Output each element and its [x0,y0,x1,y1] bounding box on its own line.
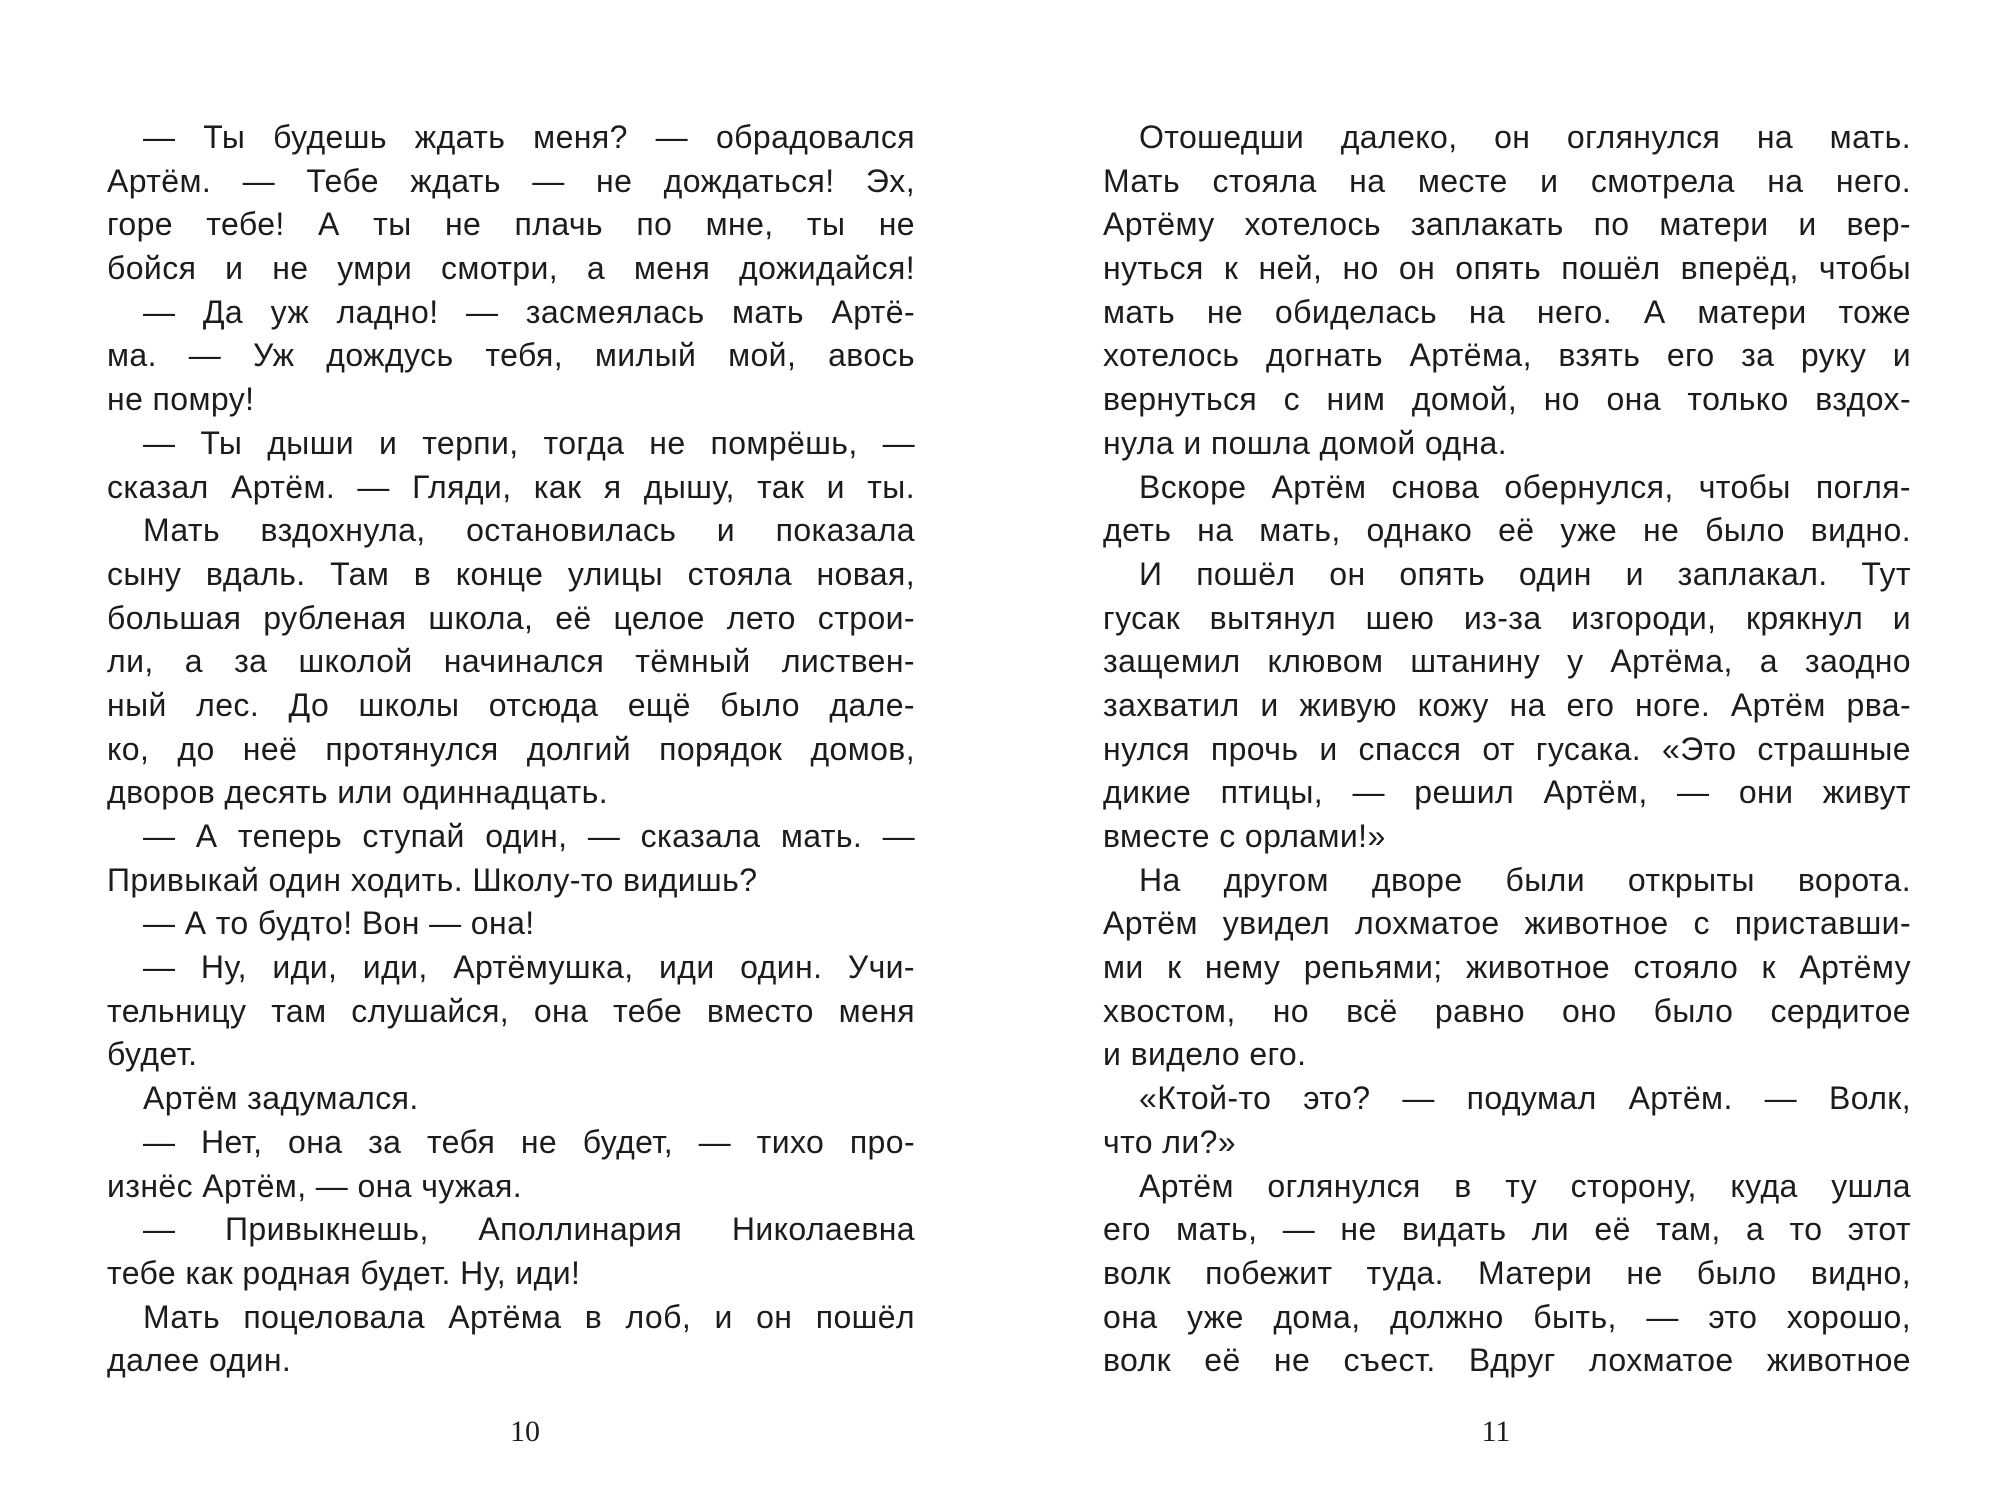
text-line: — Нет, она за тебя не будет, — тихо про- [143,1123,915,1160]
text-line: Мать вздохнула, остановилась и показала [143,512,915,549]
text-line: вместе с орлами!» [1103,818,1386,854]
text-line: — Ну, иди, иди, Артёмушка, иди один. Учи- [143,949,915,986]
text-line: дикие птицы, — решил Артём, — они живут [1103,774,1911,811]
text-line: хотелось догнать Артёма, взять его за руку и [1103,337,1911,374]
text-line: Артём задумался. [143,1080,419,1117]
text-line: — А то будто! Вон — она! [143,905,535,942]
text-line: волк её не съест. Вдруг лохматое животное [1103,1342,1911,1379]
text-line: — Ты дыши и терпи, тогда не помрёшь, — [143,424,915,461]
text-line: не помру! [107,381,255,418]
right-page-number: 11 [1481,1415,1511,1448]
text-line: ма. — Уж дождусь тебя, милый мой, авось [107,337,915,374]
text-line: ный лес. До школы отсюда ещё было дале- [107,686,915,723]
text-line: защемил клювом штанину у Артёма, а заодно [1103,643,1911,680]
text-line: Мать поцеловала Артёма в лоб, и он пошёл [143,1298,915,1335]
text-line: — Привыкнешь, Аполлинария Николаевна [143,1211,915,1248]
text-line: бойся и не умри смотри, а меня дожидайся! [107,250,915,287]
text-line: Привыкай один ходить. Школу-то видишь? [107,861,758,898]
text-line: Вскоре Артём снова обернулся, чтобы погля- [1139,468,1911,505]
left-page-number: 10 [510,1415,540,1448]
text-line: деть на мать, однако её уже не было видно. [1103,512,1911,549]
right-page [1103,116,1911,1383]
text-line: нуться к ней, но он опять пошёл вперёд, чтобы [1103,250,1911,287]
text-line: ми к нему репьями; животное стояло к Артёму [1103,949,1911,986]
text-line: — Ты будешь ждать меня? — обрадовался [143,119,915,155]
text-line: нула и пошла домой одна. [1103,424,1508,461]
text-line: — Да уж ладно! — засмеялась мать Артё- [143,293,915,330]
text-line: Артём увидел лохматое животное с приставши- [1103,905,1911,942]
text-line: «Ктой-то это? — подумал Артём. — Волк, [1139,1080,1911,1117]
text-line: сказал Артём. — Гляди, как я дышу, так и ты. [107,468,915,505]
text-line: Артём оглянулся в ту сторону, куда ушла [1139,1167,1911,1204]
text-line: большая рубленая школа, её целое лето строи- [107,599,915,636]
text-line: хвостом, но всё равно оно было сердитое [1103,992,1911,1029]
text-line: сыну вдаль. Там в конце улицы стояла новая, [107,555,915,592]
text-line: ли, а за школой начинался тёмный листвен- [107,643,915,680]
text-line: захватил и живую кожу на его ноге. Артём рва- [1103,686,1911,723]
left-page [107,116,915,1383]
text-line: волк побежит туда. Матери не было видно, [1103,1254,1911,1291]
text-line: изнёс Артём, — она чужая. [107,1167,523,1204]
text-line: дворов десять или одиннадцать. [107,774,609,811]
text-line: его мать, — не видать ли её там, а то этот [1103,1211,1911,1248]
text-line: тебе как родная будет. Ну, иди! [107,1254,581,1291]
text-line: ко, до неё протянулся долгий порядок домов, [107,730,915,767]
text-line: Артём. — Тебе ждать — не дождаться! Эх, [107,162,915,199]
text-line: — А теперь ступай один, — сказала мать. — [143,818,915,854]
text-line: На другом дворе были открыты ворота. [1139,861,1911,898]
text-line: что ли?» [1103,1123,1236,1160]
text-line: гусак вытянул шею из-за изгороди, крякнул и [1103,599,1911,636]
text-line: Артёму хотелось заплакать по матери и вер- [1103,206,1911,243]
text-line: горе тебе! А ты не плачь по мне, ты не [107,206,915,243]
text-line: вернуться с ним домой, но она только вздох- [1103,381,1911,418]
text-line: Отошедши далеко, он оглянулся на мать. [1139,119,1911,155]
text-line: далее один. [107,1342,292,1379]
text-line: будет. [107,1036,198,1073]
text-line: мать не обиделась на него. А матери тоже [1103,293,1911,330]
text-line: Мать стояла на месте и смотрела на него. [1103,162,1911,199]
text-line: она уже дома, должно быть, — это хорошо, [1103,1298,1911,1335]
text-line: нулся прочь и спасся от гусака. «Это страшные [1103,730,1911,767]
text-line: тельницу там слушайся, она тебе вместо меня [107,992,915,1029]
text-line: И пошёл он опять один и заплакал. Тут [1139,555,1911,592]
right-page-text [1103,116,1911,1383]
text-line: и видело его. [1103,1036,1307,1073]
left-page-text [107,116,915,1383]
